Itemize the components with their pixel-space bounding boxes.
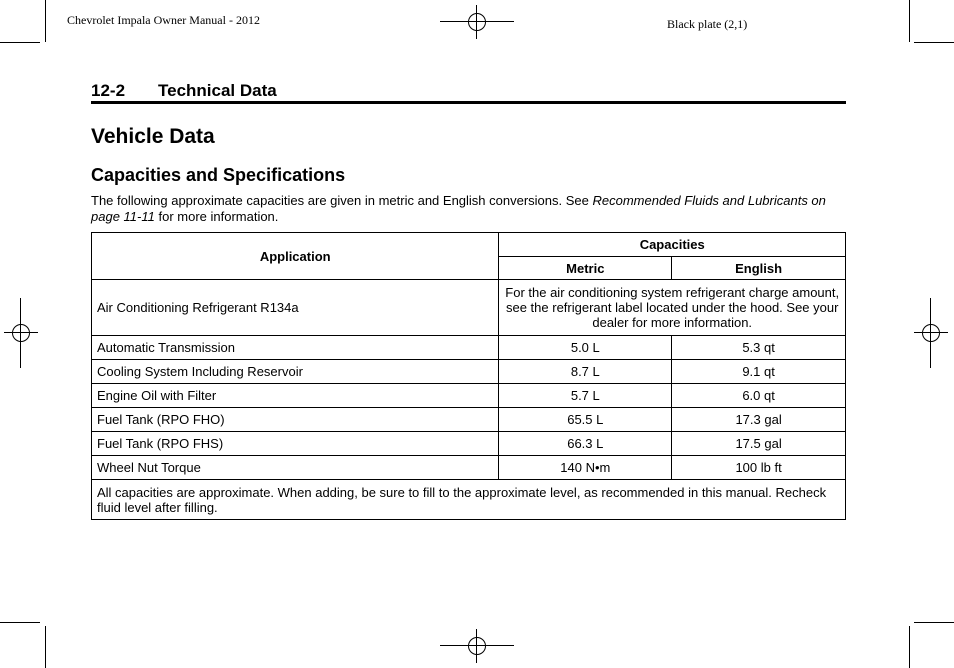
cell-application: Engine Oil with Filter bbox=[92, 384, 499, 408]
cell-metric: 65.5 L bbox=[499, 408, 672, 432]
table-row bbox=[92, 336, 846, 360]
cell-application: Automatic Transmission bbox=[92, 336, 499, 360]
manual-title: Chevrolet Impala Owner Manual - 2012 bbox=[67, 13, 260, 27]
cell-ac-note: For the air conditioning system refrigerant charge amount, see the refrigerant label located under the hood. See your dealer for more information. bbox=[499, 280, 846, 336]
table-row bbox=[92, 432, 846, 456]
table-row bbox=[92, 408, 846, 432]
column-header-metric: Metric bbox=[499, 257, 672, 280]
crop-mark bbox=[909, 0, 910, 42]
table-row bbox=[92, 384, 846, 408]
section-header bbox=[91, 81, 846, 101]
cell-metric: 140 N•m bbox=[499, 456, 672, 480]
cross-reference-link[interactable]: Recommended Fluids and Lubricants on page 11-11 bbox=[91, 193, 826, 224]
cell-application: Fuel Tank (RPO FHS) bbox=[92, 432, 499, 456]
cell-application: Fuel Tank (RPO FHO) bbox=[92, 408, 499, 432]
table-footnote: All capacities are approximate. When adding, be sure to fill to the approximate level, as recommended in this manual. Recheck fluid level after filling. bbox=[92, 480, 846, 520]
crop-mark bbox=[909, 626, 910, 668]
intro-paragraph bbox=[91, 193, 846, 225]
registration-mark-right bbox=[914, 316, 948, 350]
cell-english: 9.1 qt bbox=[672, 360, 846, 384]
section-title: Technical Data bbox=[158, 81, 277, 100]
cell-english: 6.0 qt bbox=[672, 384, 846, 408]
cell-metric: 8.7 L bbox=[499, 360, 672, 384]
section-number: 12-2 bbox=[91, 81, 126, 100]
table-row bbox=[92, 280, 846, 336]
registration-mark-bottom bbox=[460, 629, 494, 663]
cell-metric: 5.7 L bbox=[499, 384, 672, 408]
cell-english: 5.3 qt bbox=[672, 336, 846, 360]
table-footnote-row bbox=[92, 480, 846, 520]
intro-text-end: for more information. bbox=[154, 209, 279, 224]
cell-application: Air Conditioning Refrigerant R134a bbox=[92, 280, 499, 336]
capacities-table bbox=[91, 232, 846, 520]
crop-mark bbox=[914, 42, 954, 43]
plate-label: Black plate (2,1) bbox=[667, 17, 748, 31]
crop-mark bbox=[45, 626, 46, 668]
cell-metric: 66.3 L bbox=[499, 432, 672, 456]
cell-metric: 5.0 L bbox=[499, 336, 672, 360]
column-header-english: English bbox=[672, 257, 846, 280]
registration-mark-top bbox=[460, 5, 494, 39]
cell-english: 100 lb ft bbox=[672, 456, 846, 480]
table-row bbox=[92, 456, 846, 480]
registration-mark-left bbox=[4, 316, 38, 350]
cell-english: 17.5 gal bbox=[672, 432, 846, 456]
crop-mark bbox=[914, 622, 954, 623]
page-heading: Vehicle Data bbox=[91, 125, 215, 148]
column-header-capacities: Capacities bbox=[499, 233, 846, 257]
subheading: Capacities and Specifications bbox=[91, 165, 346, 185]
cell-english: 17.3 gal bbox=[672, 408, 846, 432]
crop-mark bbox=[0, 42, 40, 43]
crop-mark bbox=[0, 622, 40, 623]
cell-application: Cooling System Including Reservoir bbox=[92, 360, 499, 384]
column-header-application: Application bbox=[92, 233, 499, 280]
crop-mark bbox=[45, 0, 46, 42]
section-rule bbox=[91, 101, 846, 104]
intro-text: The following approximate capacities are given in metric and English conversions. See bbox=[91, 193, 593, 208]
cell-application: Wheel Nut Torque bbox=[92, 456, 499, 480]
table-row bbox=[92, 360, 846, 384]
